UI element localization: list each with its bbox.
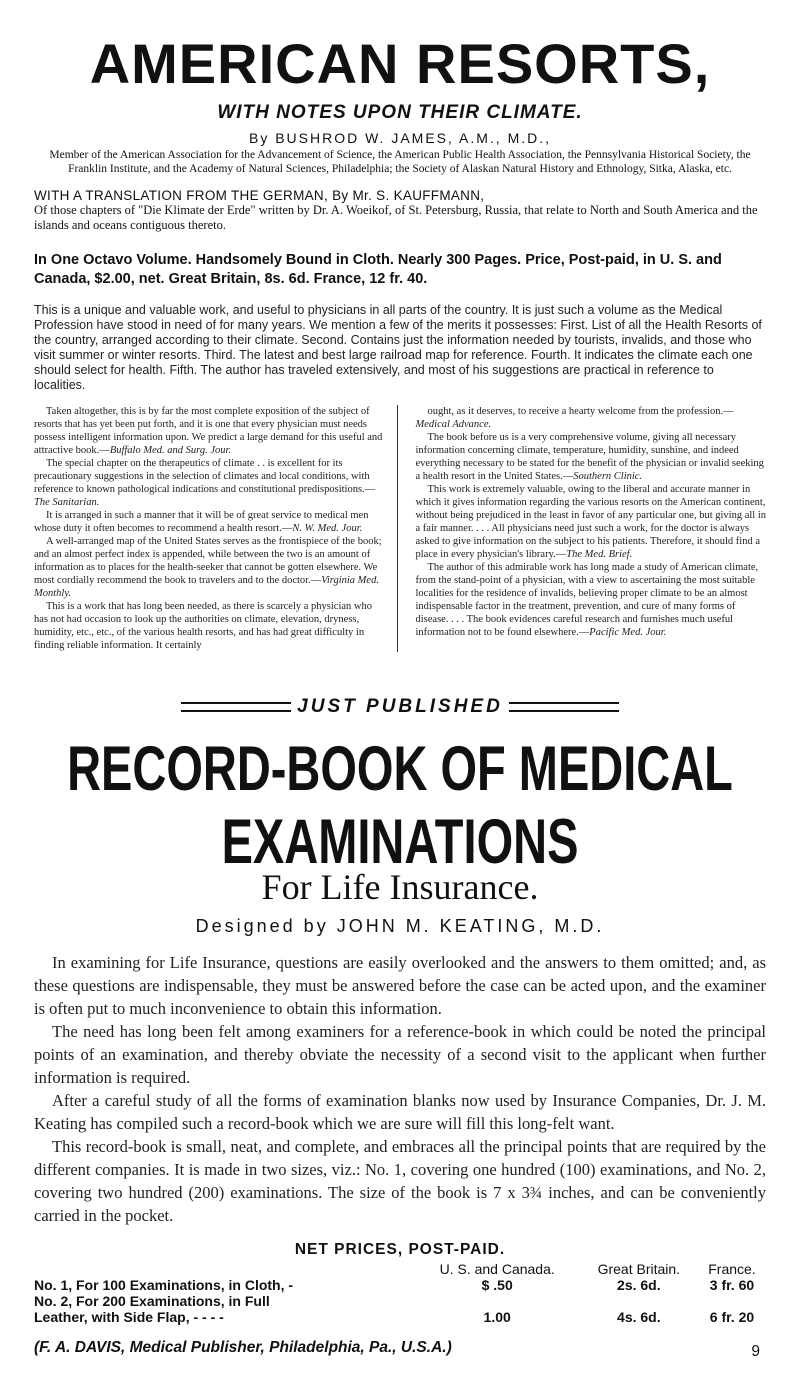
banner-rule-right <box>509 702 619 712</box>
page-number: 9 <box>751 1343 760 1360</box>
price-header-row <box>34 1261 766 1277</box>
description-paragraph: In examining for Life Insurance, questions are easily overlooked and the answers to them omitted; and, as these questions are indispensable, they must be answered before the case can be acted upon, and the examiner is often put to much inconvenience to obtain this information. <box>34 953 766 1018</box>
price-us: $ .50 <box>481 1277 513 1293</box>
price-item: No. 1, For 100 Examinations, in Cloth, - <box>34 1277 294 1293</box>
review-source: The Med. Brief. <box>566 549 633 560</box>
reviews-left-column <box>34 405 398 652</box>
price-header-gb: Great Britain. <box>597 1261 681 1277</box>
price-us: 1.00 <box>483 1309 511 1325</box>
review-quote: A well-arranged map of the United States serves as the frontispiece of the book; and an almost perfect index is appended, while between the two is an amount of information as to places for the health-seeker that cannot be gotten elsewhere. We most cordially recommend the book to travelers and to the doctor.—Virginia Med. Monthly. <box>34 536 382 599</box>
price-gb: 4s. 6d. <box>617 1309 661 1325</box>
review-source: Virginia Med. Monthly. <box>34 575 379 599</box>
price-table <box>34 1261 766 1325</box>
price-gb: 2s. 6d. <box>617 1277 661 1293</box>
record-book-subtitle: For Life Insurance. <box>261 867 539 907</box>
review-quote: This is a work that has long been needed, as there is scarcely a physician who has not had occasion to look up the authorities on climate, elevation, dryness, humidity, etc., etc., of the various health resorts, and has had great difficulty in finding reliable information. It certainly <box>34 601 372 651</box>
review-quote: The author of this admirable work has long made a study of American climate, from the stand-point of a physician, with a view to ascertaining the most suitable localities for the residence of invalids, believing proper climate to be an almost indispensable factor in the treatment, prevention, and cure of many forms of disease. . . . The book evidences careful research and furnishes much useful information not to be found elsewhere.—Pacific Med. Jour. <box>415 562 759 638</box>
description-paragraph: The need has long been felt among examiners for a reference-book in which could be noted the principal points of an examination, and thereby obviate the necessity of a second visit to the applicant when further information is required. <box>34 1022 766 1087</box>
review-source: N. W. Med. Jour. <box>292 523 363 534</box>
publisher-line: (F. A. DAVIS, Medical Publisher, Philadelphia, Pa., U.S.A.) <box>34 1339 452 1356</box>
review-quote: This work is extremely valuable, owing to the liberal and accurate manner in which it gives information regarding the various resorts on the American continent, without being prejudiced in the least in favor of any particular one, but giving all in a fair manner. . . . All physicians need just such a work, for the doctor is always asked to give information on the subject to his patients. Therefore, it should find a place in every physician's library.—The Med. Brief. <box>415 484 766 560</box>
publisher-footer <box>34 1339 766 1360</box>
price-row <box>34 1277 766 1293</box>
price-row <box>34 1309 766 1325</box>
price-row <box>34 1293 766 1309</box>
ad-title: AMERICAN RESORTS, <box>89 32 711 95</box>
price-us <box>415 1293 580 1309</box>
reviews-section <box>34 405 766 652</box>
price-header-blank <box>34 1261 415 1277</box>
record-book-description <box>34 951 766 1227</box>
author-credentials: Member of the American Association for the Advancement of Science, the American Public Health Association, the Pennsylvania Historical Society, the Franklin Institute, and the Academy of Natural Sciences, Philadelphia; the Society of Alaskan Natural History and Ethnology, Sitka, Alaska, etc. <box>49 149 751 175</box>
translation-note: Of those chapters of "Die Klimate der Erde" written by Dr. A. Woeikof, of St. Petersburg, Russia, that relate to North and South America and the islands and oceans contiguous thereto. <box>34 203 758 232</box>
description-paragraph: After a careful study of all the forms of examination blanks now used by Insurance Companies, Dr. J. M. Keating has compiled such a record-book which we are sure will fill this long-felt want. <box>34 1091 766 1133</box>
ad-subtitle: WITH NOTES UPON THEIR CLIMATE. <box>217 102 583 123</box>
record-book-byline: Designed by JOHN M. KEATING, M.D. <box>195 916 605 936</box>
review-quote: ought, as it deserves, to receive a hearty welcome from the profession.—Medical Advance. <box>415 406 734 430</box>
price-gb <box>580 1293 698 1309</box>
review-source: Southern Clinic. <box>573 471 643 482</box>
review-source: The Sanitarian. <box>34 497 100 508</box>
description-paragraph: This record-book is small, neat, and complete, and embraces all the principal points that are required by the different companies. It is made in two sizes, viz.: No. 1, covering one hundred (100) examinations, and No. 2, covering two hundred (200) examinations. The size of the book is 7 x 3¾ inches, and can be conveniently carried in the pocket. <box>34 1137 766 1225</box>
just-published-banner <box>34 696 766 718</box>
record-book-title: RECORD-BOOK OF MEDICAL EXAMINATIONS <box>67 732 733 877</box>
banner-rule-left <box>181 702 291 712</box>
price-header-fr: France. <box>708 1261 756 1277</box>
price-fr: 3 fr. 60 <box>709 1277 755 1293</box>
review-quote: The book before us is a very comprehensive volume, giving all necessary information concerning climate, temperature, humidity, sunshine, and indeed everything necessary to be stated for the benefit of the physician or invalid seeking a health resort in the United States.—Southern Clinic. <box>415 432 764 482</box>
review-quote: The special chapter on the therapeutics of climate . . is excellent for its precautionary suggestions in the selection of climates and local conditions, with reference to known pathological indications and constitutional predispositions.—The Sanitarian. <box>34 458 376 508</box>
price-item: Leather, with Side Flap, - - - - <box>34 1309 224 1325</box>
book-offer: In One Octavo Volume. Handsomely Bound in Cloth. Nearly 300 Pages. Price, Post-paid, in U. S. and Canada, $2.00, net. Great Britain, 8s. 6d. France, 12 fr. 40. <box>34 252 722 287</box>
review-quote: Taken altogether, this is by far the most complete exposition of the subject of resorts that has yet been put forth, and it is one that every physician must needs possess intelligent information upon. We predict a large demand for this useful and attractive book.—Buffalo Med. and Surg. Jour. <box>34 406 383 456</box>
author-byline: By BUSHROD W. JAMES, A.M., M.D., <box>248 130 552 146</box>
review-source: Buffalo Med. and Surg. Jour. <box>109 445 232 456</box>
price-item: No. 2, For 200 Examinations, in Full <box>34 1293 270 1309</box>
review-source: Medical Advance. <box>415 419 492 430</box>
ad-description: This is a unique and valuable work, and useful to physicians in all parts of the country. It is just such a volume as the Medical Profession have stood in need of for many years. We mention a few of the merits it possesses: First. List of all the Health Resorts of the country, arranged according to their climate. Second. Contains just the information needed by tourists, invalids, and those who visit summer or winter resorts. Third. The latest and best large railroad map for reference. Fourth. It indicates the climate each one should select for health. Fifth. The author has traveled extensively, and most of his suggestions are practical in reference to localities. <box>34 303 762 392</box>
translation-line: WITH A TRANSLATION FROM THE GERMAN, By Mr. S. KAUFFMANN, <box>34 188 485 203</box>
review-quote: It is arranged in such a manner that it will be of great service to medical men whose duty it often becomes to recommend a health resort.—N. W. Med. Jour. <box>34 510 369 534</box>
reviews-right-column <box>416 405 767 652</box>
price-fr <box>698 1293 766 1309</box>
review-source: Pacific Med. Jour. <box>589 627 667 638</box>
prices-heading: NET PRICES, POST-PAID. <box>294 1241 506 1258</box>
price-fr: 6 fr. 20 <box>709 1309 755 1325</box>
price-header-us: U. S. and Canada. <box>439 1261 555 1277</box>
banner-text: JUST PUBLISHED <box>297 696 503 717</box>
